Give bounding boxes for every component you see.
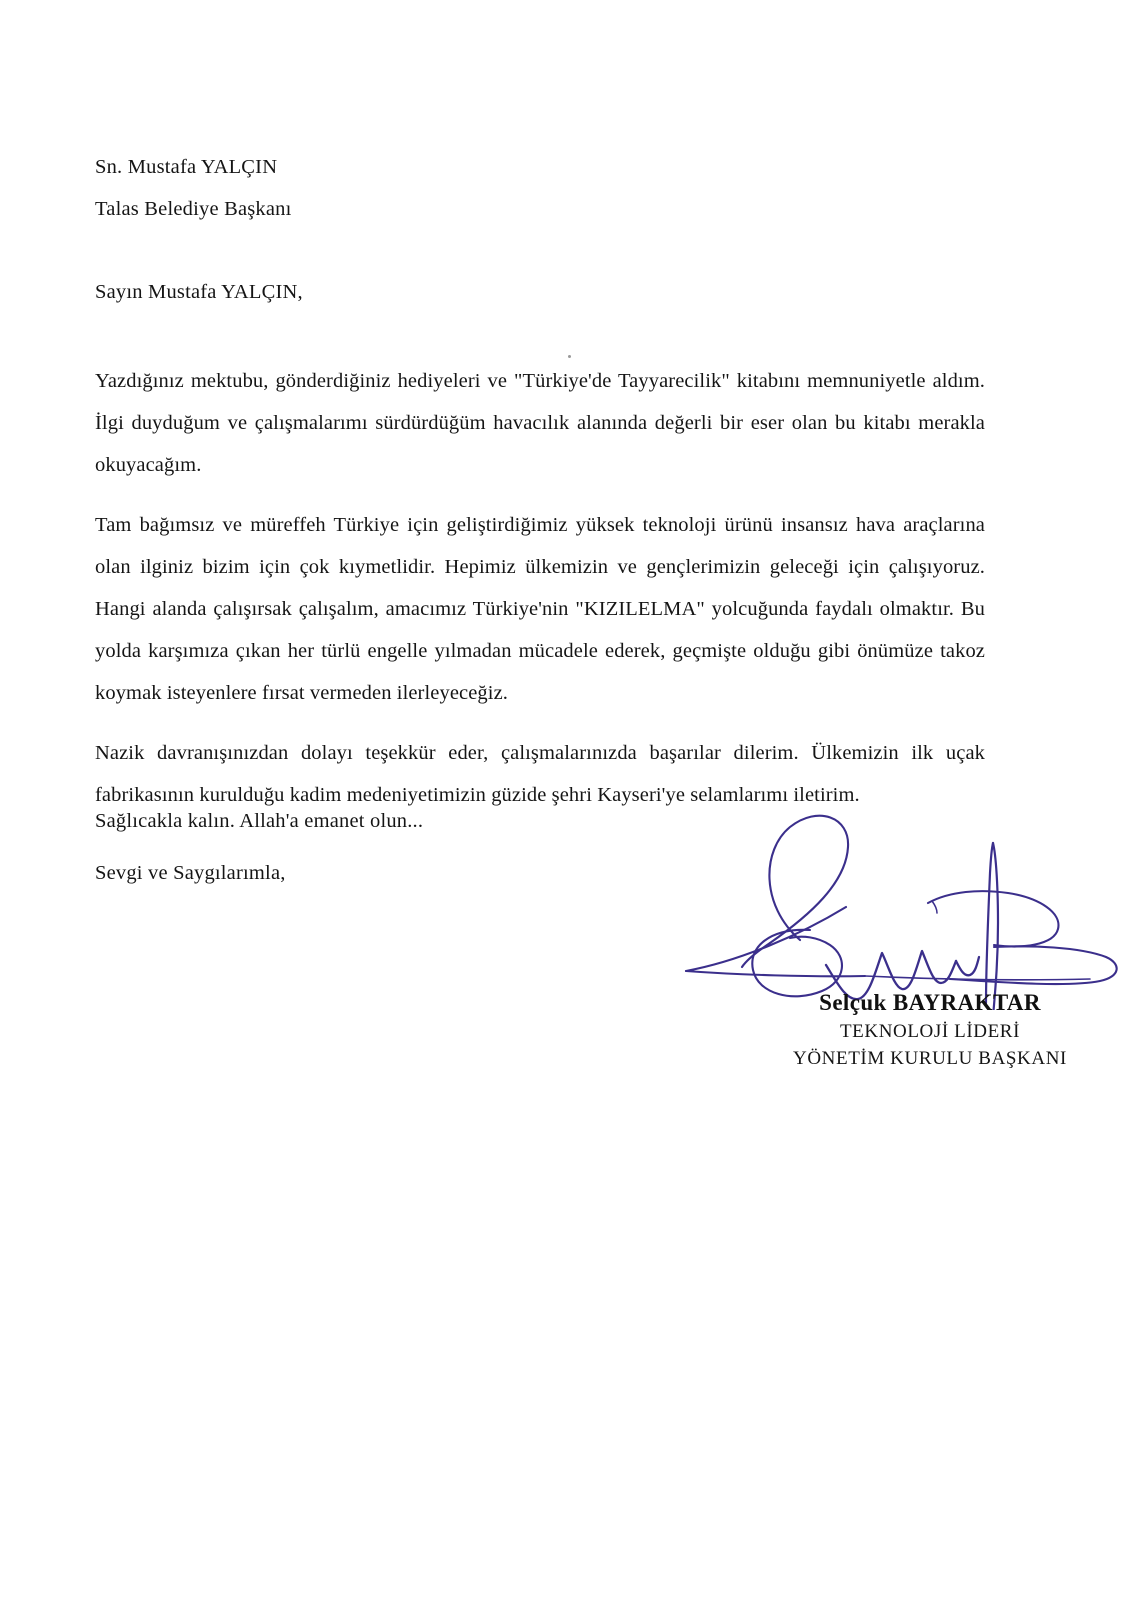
signatory-role-2: YÖNETİM KURULU BAŞKANI (793, 1048, 1067, 1069)
recipient-title: Talas Belediye Başkanı (95, 198, 292, 220)
paragraph-1: Yazdığınız mektubu, gönderdiğiniz hediyeleri ve "Türkiye'de Tayyarecilik" kitabını memnuniyetle aldım. İlgi duyduğum ve çalışmalarımı sürdürdüğüm havacılık alanında değerli bir eser olan bu kitabı merakla okuyacağım. (95, 370, 985, 476)
closing-block (95, 795, 695, 899)
paragraph-3: Nazik davranışınızdan dolayı teşekkür eder, çalışmalarınızda başarılar dilerim. Ülkemizin ilk uçak fabrikasının kurulduğu kadim medeniyetimizin güzide şehri Kayseri'ye selamlarımı iletirim. (95, 742, 985, 806)
paragraph-2: Tam bağımsız ve müreffeh Türkiye için geliştirdiğimiz yüksek teknoloji ürünü insansız hava araçlarına olan ilginiz bizim için çok kıymetlidir. Hepimiz ülkemizin ve gençlerimizin geleceği için çalışıyoruz. Hangi alanda çalışırsak çalışalım, amacımız Türkiye'nin "KIZILELMA" yolcuğunda faydalı olmaktır. Bu yolda karşımıza çıkan her türlü engelle yılmadan mücadele ederek, geçmişte olduğu gibi önümüze takoz koymak isteyenlere fırsat vermeden ilerleyeceğiz. (95, 514, 985, 704)
recipient-name: Sn. Mustafa YALÇIN (95, 156, 278, 178)
signatory-name: Selçuk BAYRAKTAR (819, 990, 1041, 1015)
body-paragraphs (95, 360, 985, 834)
scan-speck (568, 355, 571, 358)
signature-name-block (695, 988, 1131, 1072)
signatory-role-1: TEKNOLOJİ LİDERİ (839, 1021, 1021, 1042)
farewell-line: Sağlıcakla kalın. Allah'a emanet olun... (95, 810, 424, 832)
salutation: Sayın Mustafa YALÇIN, (95, 281, 303, 303)
regards-line: Sevgi ve Saygılarımla, (95, 862, 286, 884)
recipient-block (95, 146, 695, 230)
